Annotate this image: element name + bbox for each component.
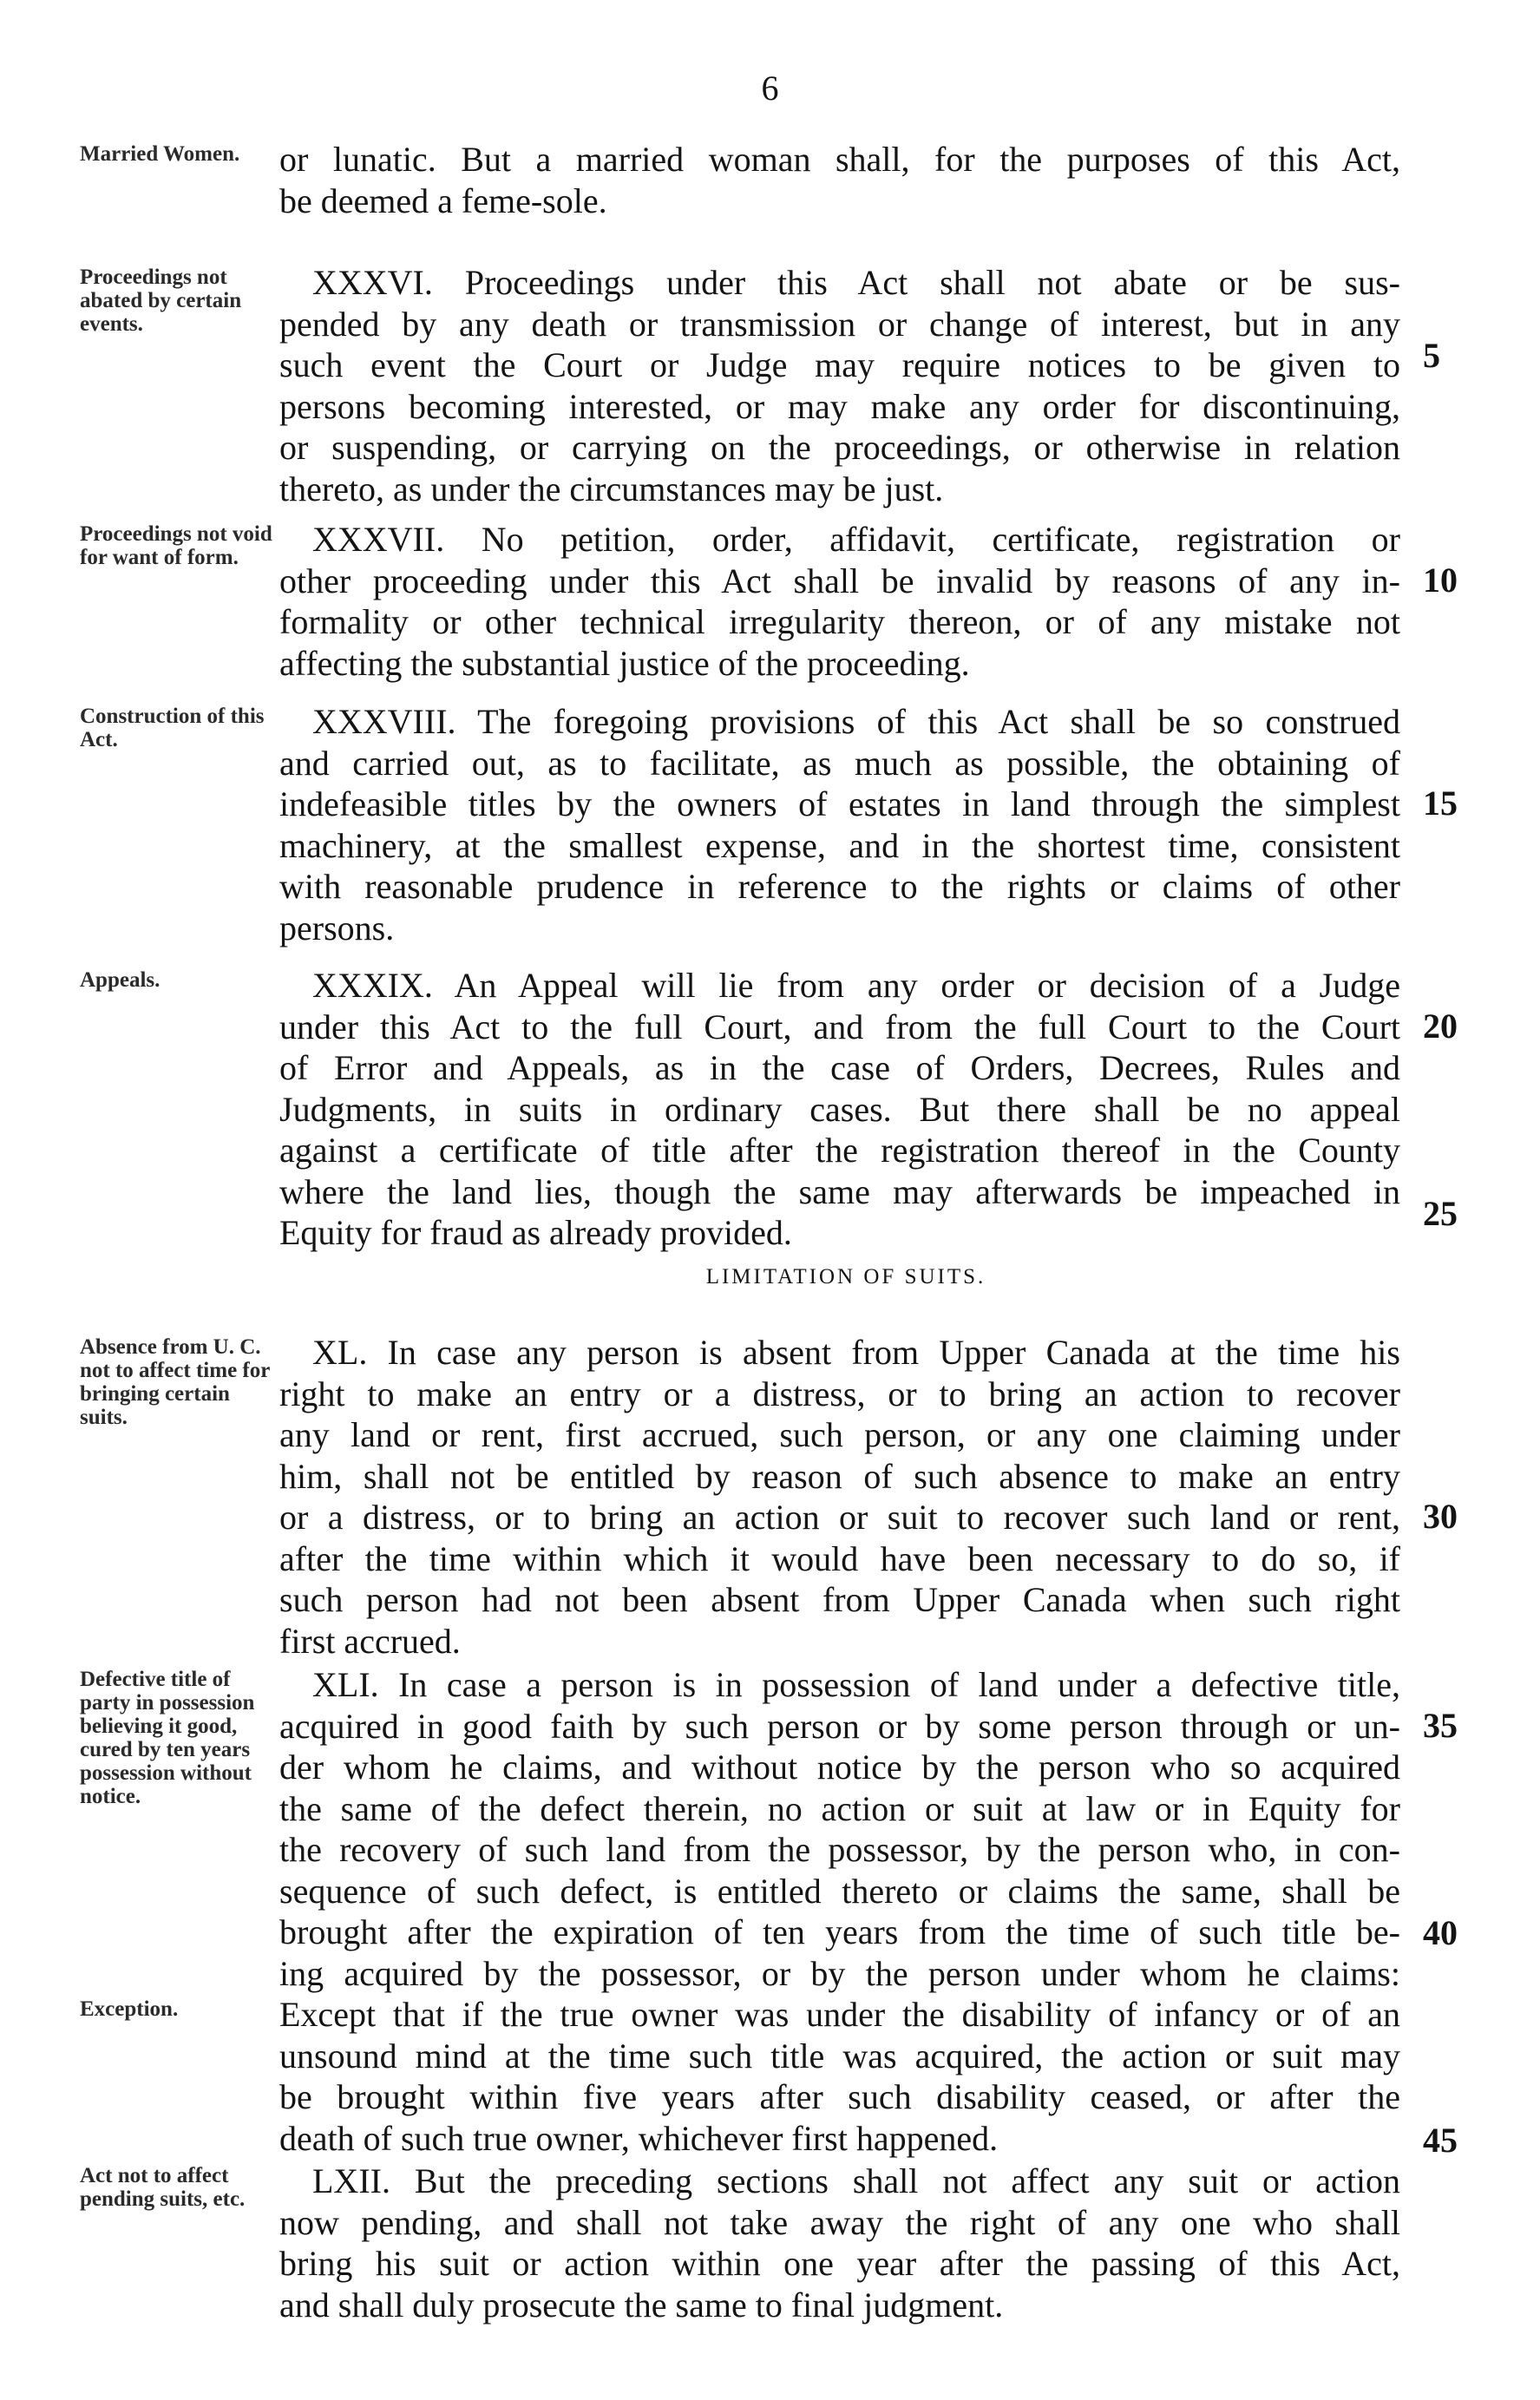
text-line: first accrued. <box>279 1621 461 1661</box>
section-heading-limitation: LIMITATION OF SUITS. <box>705 1265 986 1289</box>
page-number: 6 <box>761 69 779 108</box>
text-line: XXXVII. No petition, order, affidavit, certificate, registration or <box>312 520 1400 559</box>
text-line: persons. <box>279 908 395 948</box>
text-line: of Error and Appeals, as in the case of Orders, Decrees, Rules and <box>279 1048 1400 1087</box>
section-text <box>279 1664 1400 2159</box>
text-line: such event the Court or Judge may require notices to be given to <box>279 345 1400 384</box>
section-text <box>279 701 1400 948</box>
line-number: 15 <box>1423 784 1458 823</box>
text-line: be brought within five years after such disability ceased, or after the <box>279 2077 1400 2116</box>
text-line: and carried out, as to facilitate, as much as possible, the obtaining of <box>279 743 1400 783</box>
text-line: persons becoming interested, or may make any order for discontinuing, <box>279 386 1400 426</box>
section-text <box>279 262 1400 509</box>
text-line: other proceeding under this Act shall be invalid by reasons of any in- <box>279 561 1400 600</box>
text-line: Except that if the true owner was under the disability of infancy or of an <box>279 1995 1400 2034</box>
text-line: after the time within which it would have been necessary to do so, if <box>279 1538 1400 1578</box>
line-number: 30 <box>1423 1497 1458 1536</box>
text-line: under this Act to the full Court, and from the full Court to the Court <box>279 1007 1400 1046</box>
text-line: where the land lies, though the same may afterwards be impeached in <box>279 1171 1400 1211</box>
text-line: ing acquired by the possessor, or by the person under whom he claims: <box>279 1953 1400 1993</box>
line-number: 35 <box>1423 1706 1458 1745</box>
margin-note: Absence from U. C. not to affect time for bringing certain suits. <box>80 1335 270 1429</box>
text-line: be deemed a feme-sole. <box>279 180 607 220</box>
text-line: pended by any death or transmission or change of interest, but in any <box>279 304 1400 344</box>
text-line: machinery, at the smallest expense, and in the shortest time, consistent <box>279 825 1400 865</box>
margin-note-exception: Exception. <box>80 1997 179 2021</box>
text-line: formality or other technical irregularity thereon, or of any mistake not <box>279 602 1400 641</box>
text-line: or lunatic. But a married woman shall, for the purposes of this Act, <box>279 140 1400 179</box>
section-text <box>279 139 1400 221</box>
text-line: with reasonable prudence in reference to the rights or claims of other <box>279 867 1400 906</box>
text-line: XXXVIII. The foregoing provisions of this Act shall be so construed <box>312 702 1400 741</box>
margin-note: Construction of this Act. <box>80 705 265 751</box>
text-line: XXXVI. Proceedings under this Act shall not abate or be sus- <box>312 263 1400 302</box>
text-line: such person had not been absent from Upper Canada when such right <box>279 1580 1400 1619</box>
text-line: the recovery of such land from the possessor, by the person who, in con- <box>279 1830 1400 1869</box>
text-line: XL. In case any person is absent from Upper Canada at the time his <box>312 1333 1400 1372</box>
text-line: bring his suit or action within one year after the passing of this Act, <box>279 2244 1400 2283</box>
text-line: affecting the substantial justice of the proceeding. <box>279 643 970 683</box>
text-line: him, shall not be entitled by reason of such absence to make an entry <box>279 1456 1400 1496</box>
margin-note: Proceedings not void for want of form. <box>80 522 272 569</box>
margin-note: Married Women. <box>80 142 240 166</box>
text-line: or suspending, or carrying on the proceedings, or otherwise in relation <box>279 428 1400 467</box>
text-line: against a certificate of title after the registration thereof in the County <box>279 1131 1400 1170</box>
line-number: 20 <box>1423 1007 1458 1046</box>
text-line: brought after the expiration of ten years from the time of such title be- <box>279 1912 1400 1951</box>
text-line: acquired in good faith by such person or by some person through or un- <box>279 1706 1400 1746</box>
margin-note: Defective title of party in possession believing it good, cured by ten years possession without notice. <box>80 1668 255 1808</box>
margin-note: Proceedings not abated by certain events. <box>80 266 242 336</box>
text-line: the same of the defect therein, no action or suit at law or in Equity for <box>279 1788 1400 1828</box>
section-text <box>279 519 1400 684</box>
text-line: LXII. But the preceding sections shall not affect any suit or action <box>312 2161 1400 2200</box>
text-line: XLI. In case a person is in possession of land under a defective title, <box>312 1665 1400 1704</box>
text-line: XXXIX. An Appeal will lie from any order or decision of a Judge <box>312 966 1400 1005</box>
text-line: now pending, and shall not take away the right of any one who shall <box>279 2202 1400 2242</box>
margin-note: Act not to affect pending suits, etc. <box>80 2164 246 2211</box>
section-text <box>279 1332 1400 1662</box>
text-line: Judgments, in suits in ordinary cases. But there shall be no appeal <box>279 1089 1400 1129</box>
text-line: thereto, as under the circumstances may be just. <box>279 469 944 508</box>
line-number: 5 <box>1423 336 1440 375</box>
text-line: sequence of such defect, is entitled thereto or claims the same, shall be <box>279 1871 1400 1911</box>
text-line: and shall duly prosecute the same to final judgment. <box>279 2285 1004 2325</box>
margin-note: Appeals. <box>80 968 161 992</box>
line-number: 25 <box>1423 1194 1458 1233</box>
text-line: death of such true owner, whichever first happened. <box>279 2118 999 2158</box>
text-line: indefeasible titles by the owners of estates in land through the simplest <box>279 784 1400 823</box>
line-number: 40 <box>1423 1913 1458 1952</box>
section-text <box>279 2161 1400 2325</box>
text-line: any land or rent, first accrued, such person, or any one claiming under <box>279 1415 1400 1454</box>
line-number: 10 <box>1423 561 1458 600</box>
text-line: Equity for fraud as already provided. <box>279 1213 792 1252</box>
text-line: der whom he claims, and without notice by the person who so acquired <box>279 1748 1400 1787</box>
text-line: right to make an entry or a distress, or to bring an action to recover <box>279 1374 1400 1413</box>
section-text <box>279 965 1400 1254</box>
text-line: unsound mind at the time such title was acquired, the action or suit may <box>279 2036 1400 2075</box>
line-number: 45 <box>1423 2121 1458 2160</box>
text-line: or a distress, or to bring an action or suit to recover such land or rent, <box>279 1498 1400 1537</box>
